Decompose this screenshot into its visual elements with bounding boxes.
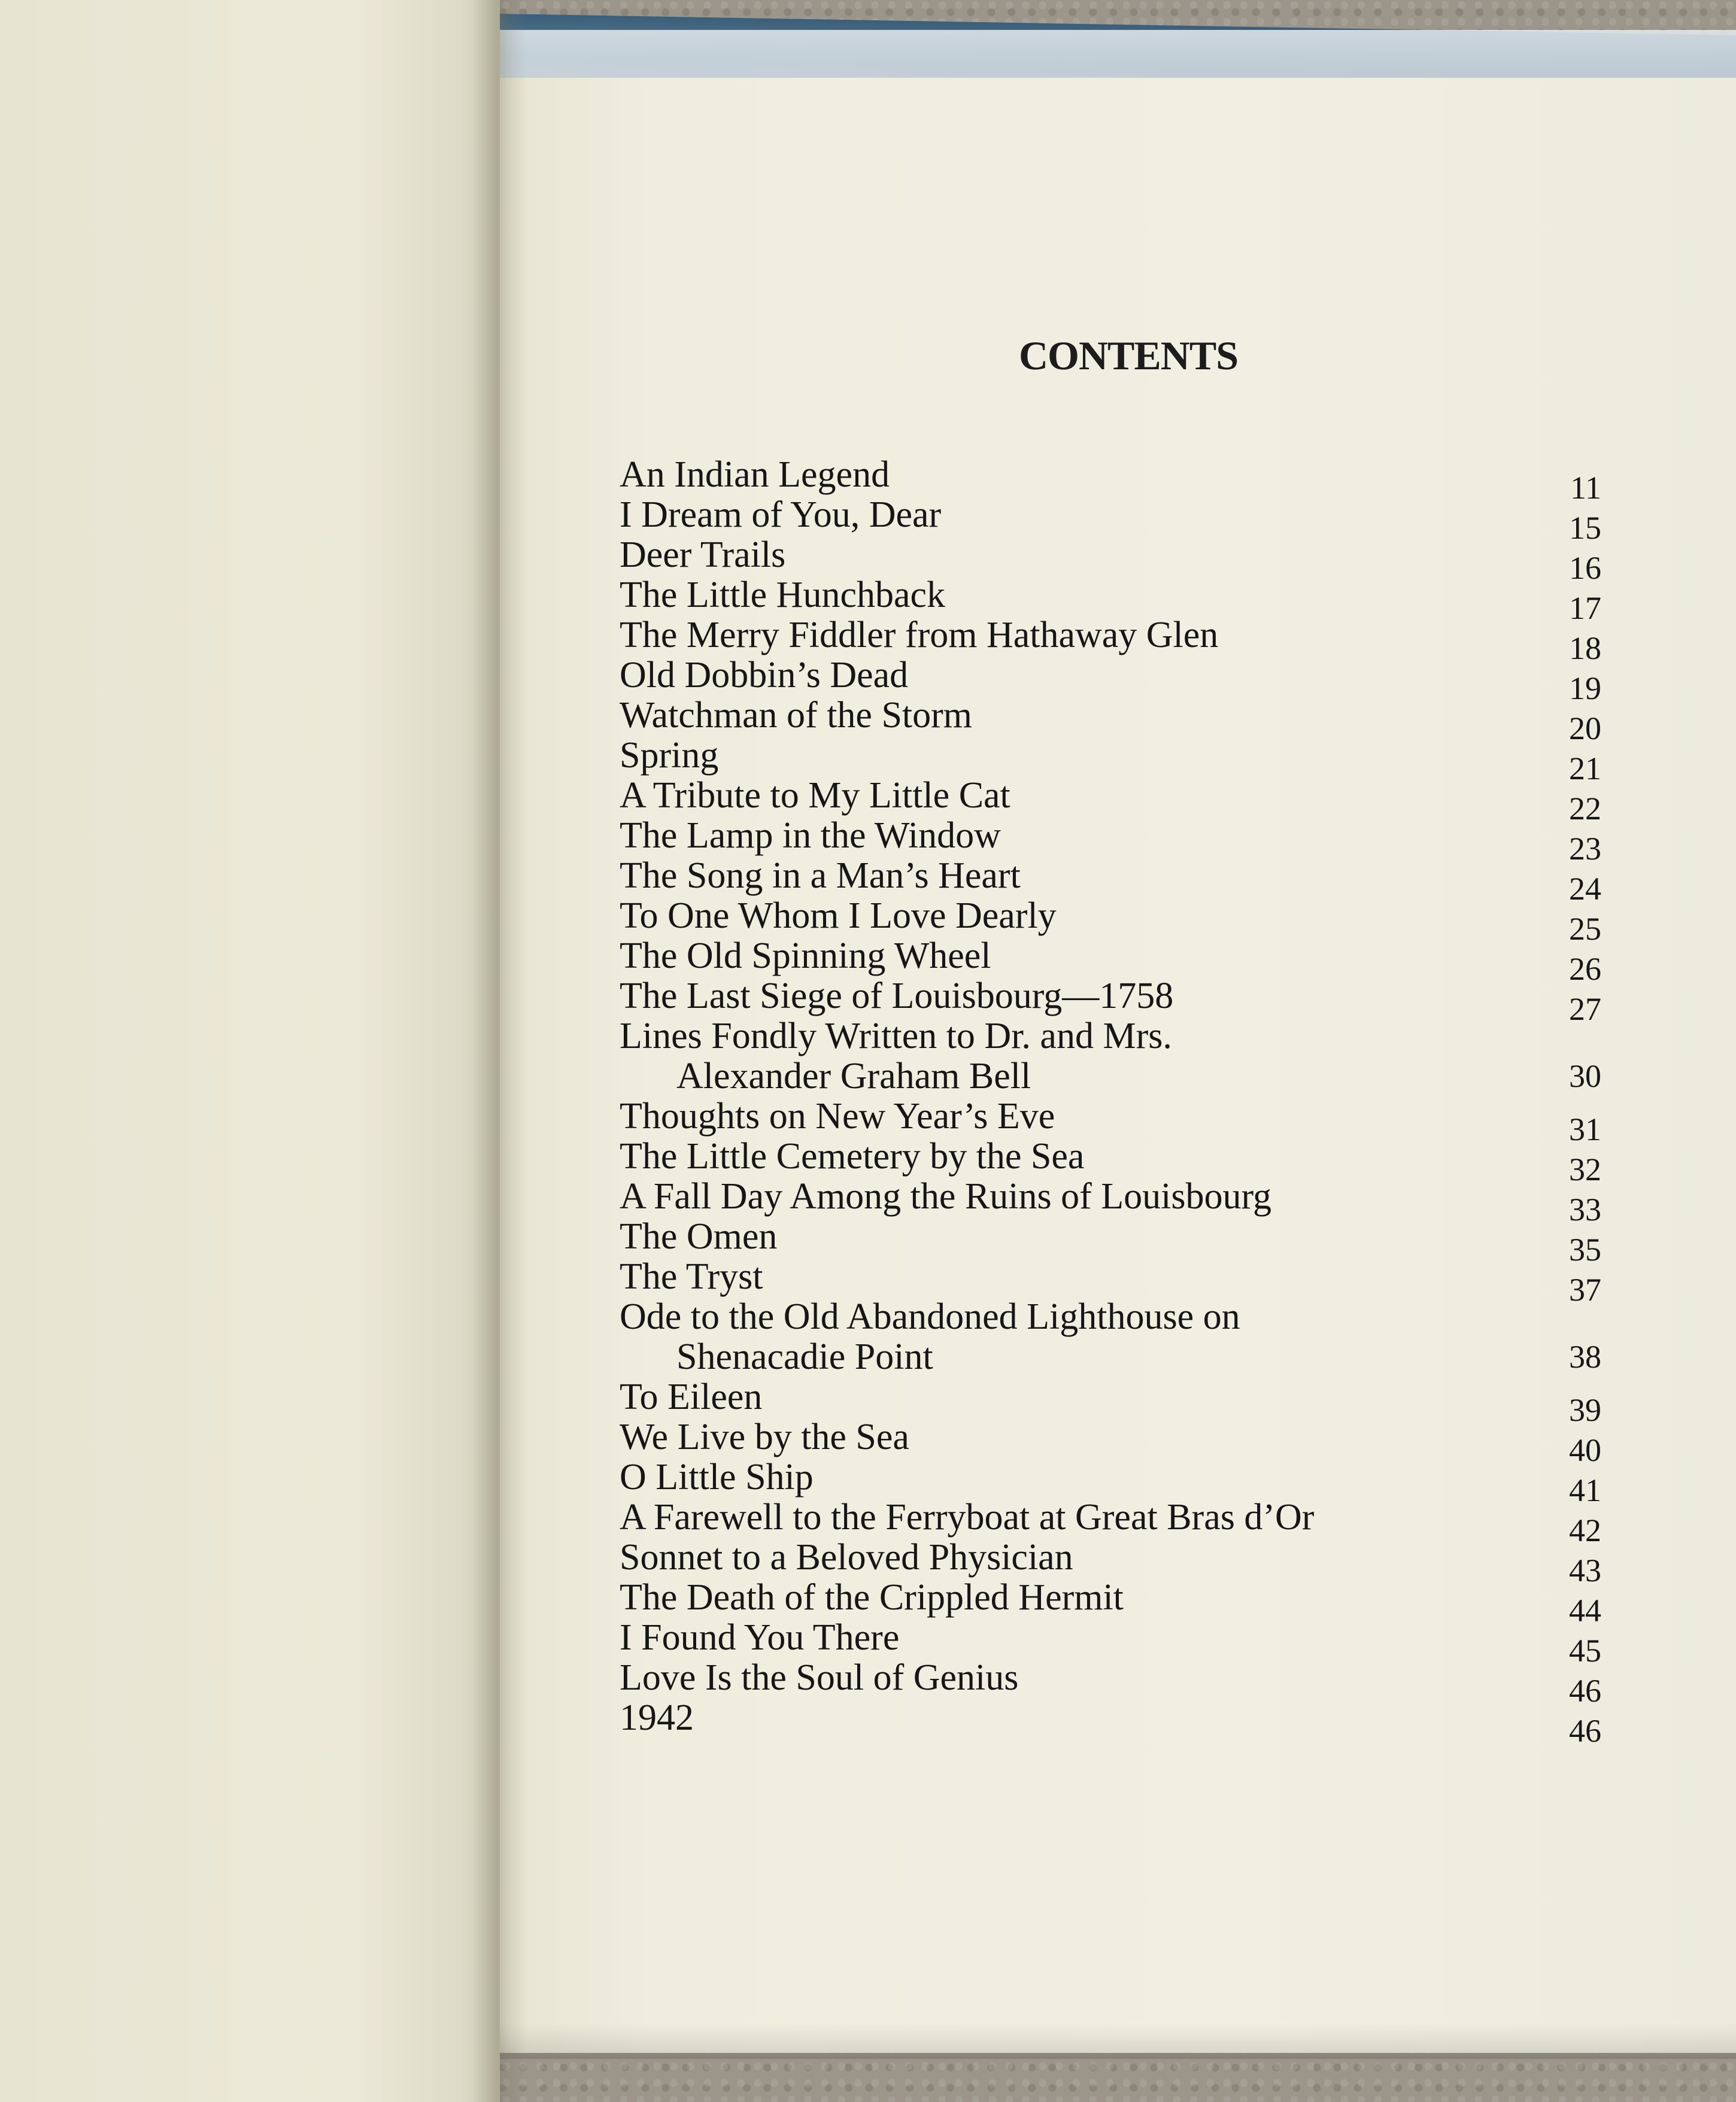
toc-entry-title: Deer Trails [620,534,786,575]
toc-entry [620,1497,1601,1548]
toc-entry-title: An Indian Legend [620,454,890,495]
toc-entry [620,1457,1601,1508]
toc-entry [620,1297,1601,1377]
toc-entry-title: Thoughts on New Year’s Eve [620,1096,1055,1137]
toc-entry-title: A Tribute to My Little Cat [620,775,1010,816]
toc-entry [620,1256,1601,1308]
toc-entry [620,494,1601,546]
toc-entry-page-number: 23 [1569,831,1601,867]
toc-entry-title: 1942 [620,1697,694,1738]
toc-entry-title: Ode to the Old Abandoned Lighthouse on [620,1296,1240,1337]
toc-entry-page-number: 46 [1569,1673,1601,1709]
toc-entry-title: The Last Siege of Louisbourg—1758 [620,976,1174,1016]
toc-entry-page-number: 16 [1569,550,1601,586]
toc-entry-title: To Eileen [620,1377,763,1417]
toc-entry-page-number: 21 [1569,751,1601,786]
toc-entry-title: We Live by the Sea [620,1417,909,1457]
toc-entry [620,1657,1601,1709]
contents-heading: CONTENTS [1018,333,1239,378]
toc-entry [620,1016,1601,1096]
toc-entry [620,1176,1601,1228]
toc-entry-page-number: 32 [1569,1152,1601,1187]
toc-entry-title: The Lamp in the Window [620,815,1001,856]
toc-entry-title: Sonnet to a Beloved Physician [620,1537,1073,1578]
left-page [0,0,500,2102]
toc-entry-page-number: 20 [1569,710,1601,746]
toc-entry-page-number: 42 [1569,1512,1601,1548]
book-gutter [473,0,527,2102]
toc-entry-page-number: 35 [1569,1232,1601,1268]
toc-entry-page-number: 31 [1569,1111,1601,1147]
toc-entry-page-number: 24 [1569,871,1601,907]
toc-entry-page-number: 22 [1569,791,1601,827]
toc-entry-title: The Merry Fiddler from Hathaway Glen [620,615,1219,655]
toc-entry [620,615,1601,666]
toc-entry-title: I Dream of You, Dear [620,494,942,535]
toc-entry-page-number: 18 [1569,630,1601,666]
toc-entry [620,1697,1601,1749]
toc-entry-title: I Found You There [620,1617,900,1658]
toc-entry-title-continued: Shenacadie Point [676,1336,933,1377]
toc-entry-page-number: 11 [1570,470,1601,506]
toc-entry-title: The Song in a Man’s Heart [620,855,1021,896]
toc-entry-page-number: 41 [1569,1472,1601,1508]
toc-entry [620,454,1601,506]
toc-entry [620,775,1601,827]
toc-entry-page-number: 43 [1569,1553,1601,1588]
toc-entry-page-number: 40 [1569,1432,1601,1468]
toc-entry [620,575,1601,626]
toc-entry-title: Watchman of the Storm [620,695,973,736]
toc-entry-page-number: 45 [1569,1633,1601,1669]
toc-entry-title: The Old Spinning Wheel [620,935,991,976]
toc-entry-page-number: 30 [1569,1058,1601,1094]
toc-entry-title: A Farewell to the Ferryboat at Great Bras d’Or [620,1497,1315,1538]
toc-entry-title: Old Dobbin’s Dead [620,655,909,695]
toc-entry [620,695,1601,746]
toc-entry-title: The Little Hunchback [620,575,946,615]
toc-entry-title: Spring [620,735,719,776]
toc-entry [620,534,1601,586]
toc-entry [620,1096,1601,1147]
toc-entry-page-number: 39 [1569,1392,1601,1428]
toc-entry-page-number: 27 [1569,991,1601,1027]
toc-entry-title: To One Whom I Love Dearly [620,895,1057,936]
toc-entry-page-number: 33 [1569,1192,1601,1228]
toc-entry [620,1417,1601,1468]
toc-entry [620,815,1601,867]
toc-entry [620,935,1601,987]
toc-entry-page-number: 17 [1569,590,1601,626]
toc-entry-page-number: 19 [1569,670,1601,706]
toc-entry [620,895,1601,947]
toc-entry-title: O Little Ship [620,1457,814,1497]
toc-entry-title: The Tryst [620,1256,763,1297]
toc-entry-page-number: 44 [1569,1593,1601,1629]
table-of-contents [620,454,1601,1749]
toc-entry-page-number: 38 [1569,1339,1601,1375]
toc-entry [620,1136,1601,1187]
toc-entry [620,1577,1601,1629]
toc-entry [620,1617,1601,1669]
toc-entry-title-continued: Alexander Graham Bell [676,1056,1031,1096]
toc-entry-title: The Death of the Crippled Hermit [620,1577,1124,1618]
toc-entry-title: The Omen [620,1216,778,1257]
toc-entry [620,1216,1601,1268]
toc-entry [620,1537,1601,1588]
toc-entry-page-number: 15 [1569,510,1601,546]
toc-entry-page-number: 25 [1569,911,1601,947]
toc-entry-title: Lines Fondly Written to Dr. and Mrs. [620,1016,1172,1056]
page-shadow [500,2023,1736,2059]
toc-entry-page-number: 46 [1569,1713,1601,1749]
toc-entry [620,976,1601,1027]
toc-entry [620,1377,1601,1428]
toc-entry-page-number: 26 [1569,951,1601,987]
toc-entry-title: The Little Cemetery by the Sea [620,1136,1085,1177]
toc-entry [620,735,1601,786]
toc-entry [620,655,1601,706]
toc-entry-title: Love Is the Soul of Genius [620,1657,1019,1698]
toc-entry [620,855,1601,907]
toc-entry-title: A Fall Day Among the Ruins of Louisbourg [620,1176,1272,1217]
toc-entry-page-number: 37 [1569,1272,1601,1308]
